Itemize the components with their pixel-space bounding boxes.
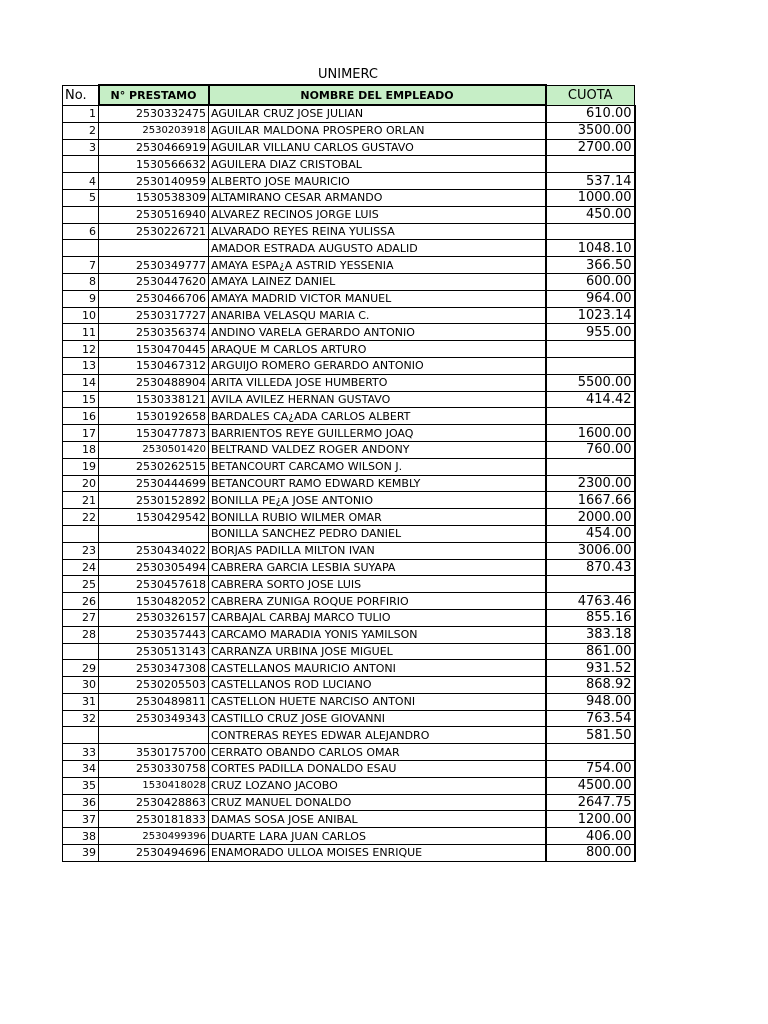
- loan-number: 1530538309: [99, 189, 209, 206]
- row-number: 35: [63, 777, 99, 794]
- row-number: 20: [63, 475, 99, 492]
- cuota-amount: [546, 223, 635, 240]
- cuota-amount: 763.54: [546, 710, 635, 727]
- row-number: [63, 643, 99, 660]
- cuota-amount: [546, 576, 635, 593]
- table-row: [63, 391, 635, 408]
- loan-number: 1530566632: [99, 156, 209, 173]
- row-number: 11: [63, 324, 99, 341]
- row-number: [63, 525, 99, 542]
- table-row: [63, 307, 635, 324]
- cuota-amount: 1600.00: [546, 425, 635, 442]
- row-number: 2: [63, 122, 99, 139]
- cuota-amount: 454.00: [546, 525, 635, 542]
- loan-number: 2530326157: [99, 609, 209, 626]
- employee-name: CASTELLANOS ROD LUCIANO: [209, 677, 546, 694]
- row-number: 7: [63, 257, 99, 274]
- table-row: [63, 122, 635, 139]
- loan-number: 2530428863: [99, 794, 209, 811]
- employee-name: CARBAJAL CARBAJ MARCO TULIO: [209, 609, 546, 626]
- table-row: [63, 357, 635, 374]
- row-number: 3: [63, 139, 99, 156]
- table-row: [63, 509, 635, 526]
- cuota-amount: 3500.00: [546, 122, 635, 139]
- cuota-amount: 870.43: [546, 559, 635, 576]
- row-number: 9: [63, 290, 99, 307]
- loan-number: 2530466706: [99, 290, 209, 307]
- row-number: 33: [63, 744, 99, 761]
- loan-number: 2530226721: [99, 223, 209, 240]
- header-loan-number: N° PRESTAMO: [99, 85, 209, 105]
- cuota-amount: 610.00: [546, 105, 635, 122]
- table-row: [63, 643, 635, 660]
- loan-number: 3530175700: [99, 744, 209, 761]
- row-number: [63, 206, 99, 223]
- row-number: 21: [63, 492, 99, 509]
- employee-name: BONILLA PE¿A JOSE ANTONIO: [209, 492, 546, 509]
- employee-name: AVILA AVILEZ HERNAN GUSTAVO: [209, 391, 546, 408]
- cuota-amount: 948.00: [546, 693, 635, 710]
- loan-number: 2530203918: [99, 122, 209, 139]
- row-number: 14: [63, 374, 99, 391]
- loan-number: 2530457618: [99, 576, 209, 593]
- employee-name: ARGUIJO ROMERO GERARDO ANTONIO: [209, 357, 546, 374]
- sheet-title: UNIMERC: [318, 67, 378, 82]
- employee-name: CASTILLO CRUZ JOSE GIOVANNI: [209, 710, 546, 727]
- row-number: 23: [63, 542, 99, 559]
- employee-name: ENAMORADO ULLOA MOISES ENRIQUE: [209, 845, 546, 862]
- cuota-amount: 1023.14: [546, 307, 635, 324]
- employee-name: BELTRAND VALDEZ ROGER ANDONY: [209, 441, 546, 458]
- employee-name: BETANCOURT CARCAMO WILSON J.: [209, 458, 546, 475]
- loan-number: 2530501420: [99, 441, 209, 458]
- row-number: 29: [63, 660, 99, 677]
- table-row: [63, 525, 635, 542]
- table-row: [63, 240, 635, 257]
- employee-name: BORJAS PADILLA MILTON IVAN: [209, 542, 546, 559]
- loan-number: 2530330758: [99, 761, 209, 778]
- loan-number: 2530499396: [99, 828, 209, 845]
- employee-name: AGUILAR MALDONA PROSPERO ORLAN: [209, 122, 546, 139]
- table-row: [63, 475, 635, 492]
- loan-number: 2530356374: [99, 324, 209, 341]
- row-number: 27: [63, 609, 99, 626]
- employee-name: CARRANZA URBINA JOSE MIGUEL: [209, 643, 546, 660]
- loan-number: 2530466919: [99, 139, 209, 156]
- row-number: 19: [63, 458, 99, 475]
- cuota-amount: 383.18: [546, 626, 635, 643]
- row-number: 38: [63, 828, 99, 845]
- employee-name: AMADOR ESTRADA AUGUSTO ADALID: [209, 240, 546, 257]
- cuota-amount: 754.00: [546, 761, 635, 778]
- table-row: [63, 189, 635, 206]
- employee-name: CRUZ LOZANO JACOBO: [209, 777, 546, 794]
- row-number: 30: [63, 677, 99, 694]
- loan-number: 2530317727: [99, 307, 209, 324]
- row-number: 26: [63, 593, 99, 610]
- cuota-amount: 4500.00: [546, 777, 635, 794]
- loan-number: 1530482052: [99, 593, 209, 610]
- loan-number: 2530181833: [99, 811, 209, 828]
- table-row: [63, 105, 635, 122]
- cuota-amount: 955.00: [546, 324, 635, 341]
- employee-name: ALTAMIRANO CESAR ARMANDO: [209, 189, 546, 206]
- employee-name: AGUILAR VILLANU CARLOS GUSTAVO: [209, 139, 546, 156]
- employee-name: BONILLA SANCHEZ PEDRO DANIEL: [209, 525, 546, 542]
- loan-number: 2530347308: [99, 660, 209, 677]
- row-number: 6: [63, 223, 99, 240]
- loan-number: 2530494696: [99, 845, 209, 862]
- loan-number: [99, 240, 209, 257]
- employee-name: AMAYA ESPA¿A ASTRID YESSENIA: [209, 257, 546, 274]
- row-number: 39: [63, 845, 99, 862]
- employee-name: CERRATO OBANDO CARLOS OMAR: [209, 744, 546, 761]
- cuota-amount: 366.50: [546, 257, 635, 274]
- employee-name: CASTELLANOS MAURICIO ANTONI: [209, 660, 546, 677]
- cuota-amount: 931.52: [546, 660, 635, 677]
- employee-name: AGUILERA DIAZ CRISTOBAL: [209, 156, 546, 173]
- row-number: 13: [63, 357, 99, 374]
- loan-number: 2530488904: [99, 374, 209, 391]
- table-row: [63, 173, 635, 190]
- cuota-amount: 414.42: [546, 391, 635, 408]
- employee-name: CABRERA ZUNIGA ROQUE PORFIRIO: [209, 593, 546, 610]
- row-number: 25: [63, 576, 99, 593]
- employee-name: CASTELLON HUETE NARCISO ANTONI: [209, 693, 546, 710]
- employee-name: AMAYA MADRID VICTOR MANUEL: [209, 290, 546, 307]
- cuota-amount: 4763.46: [546, 593, 635, 610]
- row-number: 37: [63, 811, 99, 828]
- employee-name: CABRERA SORTO JOSE LUIS: [209, 576, 546, 593]
- table-row: [63, 324, 635, 341]
- table-row: [63, 794, 635, 811]
- loan-number: 2530516940: [99, 206, 209, 223]
- cuota-amount: [546, 408, 635, 425]
- cuota-amount: 1200.00: [546, 811, 635, 828]
- table-row: [63, 660, 635, 677]
- loan-number: 2530305494: [99, 559, 209, 576]
- table-row: [63, 458, 635, 475]
- table-row: [63, 626, 635, 643]
- employee-name: AMAYA LAINEZ DANIEL: [209, 273, 546, 290]
- cuota-amount: 861.00: [546, 643, 635, 660]
- row-number: 22: [63, 509, 99, 526]
- employee-name: ARITA VILLEDA JOSE HUMBERTO: [209, 374, 546, 391]
- loan-number: [99, 525, 209, 542]
- employee-name: CARCAMO MARADIA YONIS YAMILSON: [209, 626, 546, 643]
- cuota-amount: 2000.00: [546, 509, 635, 526]
- row-number: [63, 156, 99, 173]
- table-row: [63, 425, 635, 442]
- loan-number: 2530205503: [99, 677, 209, 694]
- loan-number: 1530429542: [99, 509, 209, 526]
- loan-table: [62, 84, 636, 862]
- table-row: [63, 845, 635, 862]
- cuota-amount: 537.14: [546, 173, 635, 190]
- cuota-amount: 1667.66: [546, 492, 635, 509]
- table-row: [63, 374, 635, 391]
- employee-name: BETANCOURT RAMO EDWARD KEMBLY: [209, 475, 546, 492]
- loan-number: 1530477873: [99, 425, 209, 442]
- loan-number: 2530140959: [99, 173, 209, 190]
- table-row: [63, 273, 635, 290]
- row-number: 5: [63, 189, 99, 206]
- table-row: [63, 710, 635, 727]
- loan-number: 1530418028: [99, 777, 209, 794]
- cuota-amount: 964.00: [546, 290, 635, 307]
- row-number: 28: [63, 626, 99, 643]
- table-row: [63, 777, 635, 794]
- cuota-amount: 600.00: [546, 273, 635, 290]
- cuota-amount: [546, 744, 635, 761]
- table-row: [63, 744, 635, 761]
- loan-number: 2530332475: [99, 105, 209, 122]
- row-number: 10: [63, 307, 99, 324]
- cuota-amount: 760.00: [546, 441, 635, 458]
- loan-number: 1530338121: [99, 391, 209, 408]
- employee-name: ALVARADO REYES REINA YULISSA: [209, 223, 546, 240]
- loan-number: 2530444699: [99, 475, 209, 492]
- employee-name: BARDALES CA¿ADA CARLOS ALBERT: [209, 408, 546, 425]
- table-row: [63, 828, 635, 845]
- loan-number: 2530349777: [99, 257, 209, 274]
- row-number: [63, 240, 99, 257]
- cuota-amount: [546, 357, 635, 374]
- employee-name: BONILLA RUBIO WILMER OMAR: [209, 509, 546, 526]
- row-number: 15: [63, 391, 99, 408]
- table-row: [63, 593, 635, 610]
- loan-number: [99, 727, 209, 744]
- row-number: 31: [63, 693, 99, 710]
- cuota-amount: 450.00: [546, 206, 635, 223]
- loan-number: 1530192658: [99, 408, 209, 425]
- row-number: 16: [63, 408, 99, 425]
- row-number: 4: [63, 173, 99, 190]
- cuota-amount: 406.00: [546, 828, 635, 845]
- loan-number: 1530467312: [99, 357, 209, 374]
- table-row: [63, 761, 635, 778]
- table-row: [63, 576, 635, 593]
- cuota-amount: [546, 458, 635, 475]
- loan-number: 2530513143: [99, 643, 209, 660]
- cuota-amount: 581.50: [546, 727, 635, 744]
- table-row: [63, 492, 635, 509]
- table-row: [63, 341, 635, 358]
- table-row: [63, 542, 635, 559]
- loan-number: 1530470445: [99, 341, 209, 358]
- employee-name: ANDINO VARELA GERARDO ANTONIO: [209, 324, 546, 341]
- employee-name: BARRIENTOS REYE GUILLERMO JOAQ: [209, 425, 546, 442]
- cuota-amount: [546, 341, 635, 358]
- cuota-amount: 3006.00: [546, 542, 635, 559]
- header-cuota: CUOTA: [546, 85, 635, 105]
- table-row: [63, 441, 635, 458]
- row-number: 17: [63, 425, 99, 442]
- table-row: [63, 677, 635, 694]
- table-row: [63, 693, 635, 710]
- table-row: [63, 559, 635, 576]
- employee-name: ALVAREZ RECINOS JORGE LUIS: [209, 206, 546, 223]
- employee-name: ALBERTO JOSE MAURICIO: [209, 173, 546, 190]
- table-row: [63, 408, 635, 425]
- row-number: 12: [63, 341, 99, 358]
- cuota-amount: 2300.00: [546, 475, 635, 492]
- row-number: [63, 727, 99, 744]
- row-number: 36: [63, 794, 99, 811]
- loan-number: 2530434022: [99, 542, 209, 559]
- cuota-amount: [546, 156, 635, 173]
- header-employee-name: NOMBRE DEL EMPLEADO: [209, 85, 546, 105]
- table-header-row: [63, 85, 635, 105]
- table-row: [63, 223, 635, 240]
- table-row: [63, 290, 635, 307]
- cuota-amount: 855.16: [546, 609, 635, 626]
- loan-number: 2530349343: [99, 710, 209, 727]
- row-number: 32: [63, 710, 99, 727]
- cuota-amount: 2700.00: [546, 139, 635, 156]
- loan-number: 2530262515: [99, 458, 209, 475]
- employee-name: AGUILAR CRUZ JOSE JULIAN: [209, 105, 546, 122]
- loan-number: 2530152892: [99, 492, 209, 509]
- loan-number: 2530447620: [99, 273, 209, 290]
- row-number: 8: [63, 273, 99, 290]
- employee-name: ANARIBA VELASQU MARIA C.: [209, 307, 546, 324]
- header-no: No.: [63, 85, 99, 105]
- employee-name: CABRERA GARCIA LESBIA SUYAPA: [209, 559, 546, 576]
- row-number: 18: [63, 441, 99, 458]
- cuota-amount: 868.92: [546, 677, 635, 694]
- table-row: [63, 139, 635, 156]
- loan-number: 2530357443: [99, 626, 209, 643]
- cuota-amount: 1000.00: [546, 189, 635, 206]
- row-number: 34: [63, 761, 99, 778]
- row-number: 24: [63, 559, 99, 576]
- table-row: [63, 206, 635, 223]
- row-number: 1: [63, 105, 99, 122]
- table-row: [63, 257, 635, 274]
- employee-name: CRUZ MANUEL DONALDO: [209, 794, 546, 811]
- cuota-amount: 800.00: [546, 845, 635, 862]
- cuota-amount: 5500.00: [546, 374, 635, 391]
- employee-name: CONTRERAS REYES EDWAR ALEJANDRO: [209, 727, 546, 744]
- table-row: [63, 609, 635, 626]
- table-row: [63, 727, 635, 744]
- table-row: [63, 811, 635, 828]
- employee-name: DUARTE LARA JUAN CARLOS: [209, 828, 546, 845]
- employee-name: ARAQUE M CARLOS ARTURO: [209, 341, 546, 358]
- employee-name: DAMAS SOSA JOSE ANIBAL: [209, 811, 546, 828]
- cuota-amount: 1048.10: [546, 240, 635, 257]
- cuota-amount: 2647.75: [546, 794, 635, 811]
- loan-number: 2530489811: [99, 693, 209, 710]
- employee-name: CORTES PADILLA DONALDO ESAU: [209, 761, 546, 778]
- table-row: [63, 156, 635, 173]
